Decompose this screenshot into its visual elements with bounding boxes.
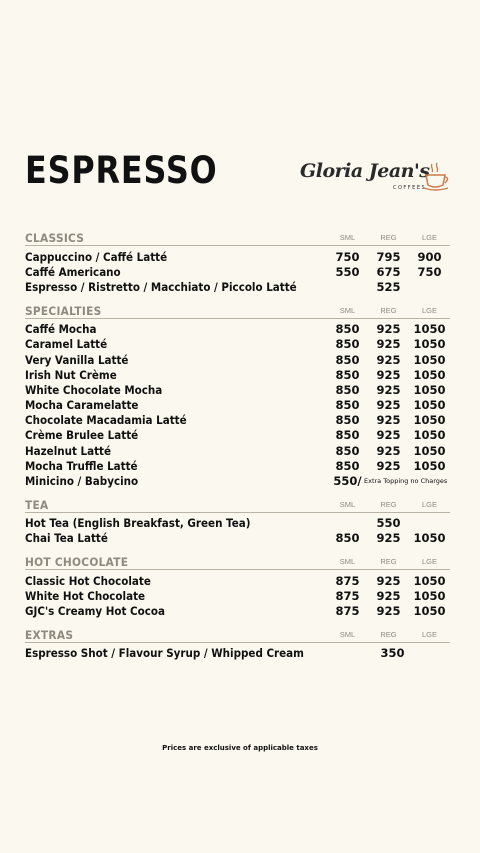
price-sml: 550/ [333, 474, 362, 489]
section-header [25, 497, 450, 513]
price-sml: 750 [335, 249, 360, 264]
menu-item [25, 413, 450, 428]
menu-section-specialties [25, 303, 450, 489]
price-reg: 925 [376, 382, 401, 397]
section-title: EXTRAS [25, 627, 74, 642]
price-lge: 1050 [413, 428, 446, 443]
size-column-header: SML [339, 233, 356, 242]
section-title: TEA [25, 497, 49, 512]
menu-section-classics [25, 230, 450, 295]
price-reg: 925 [376, 443, 401, 458]
price-sml: 850 [335, 398, 360, 413]
menu-item [25, 352, 450, 367]
logo-subtitle: COFFEES [393, 185, 427, 191]
menu-section-hot-chocolate [25, 554, 450, 619]
price-lge: 1050 [413, 382, 446, 397]
size-column-header: LGE [421, 305, 437, 315]
section-gap [25, 619, 450, 627]
item-name: White Chocolate Mocha [25, 382, 163, 397]
menu-item [25, 443, 450, 458]
menu-section-extras [25, 627, 450, 661]
menu-item [25, 646, 450, 661]
price-reg: 925 [376, 367, 401, 382]
price-lge: 1050 [413, 588, 446, 603]
price-reg: 795 [376, 249, 401, 264]
brand-logo [300, 160, 452, 200]
price-sml: 850 [335, 443, 360, 458]
price-reg: 925 [376, 573, 401, 588]
size-column-header: LGE [421, 499, 437, 509]
item-name: Hot Tea (English Breakfast, Green Tea) [25, 516, 251, 531]
menu-item [25, 573, 450, 588]
price-sml: 875 [335, 603, 360, 618]
menu-item [25, 588, 450, 603]
menu-item [25, 428, 450, 443]
price-lge: 900 [417, 249, 442, 264]
price-lge: 1050 [413, 443, 446, 458]
item-name: Very Vanilla Latté [25, 352, 129, 367]
price-sml: 550 [335, 264, 360, 279]
price-reg: 925 [376, 322, 401, 337]
price-lge: 1050 [413, 337, 446, 352]
menu-item [25, 516, 450, 531]
logo-wordmark: Gloria Jean's [300, 160, 430, 182]
size-column-header: REG [380, 499, 397, 509]
size-column-header: REG [380, 305, 397, 315]
item-name: Chocolate Macadamia Latté [25, 413, 187, 428]
menu-list [25, 230, 450, 661]
section-title: SPECIALTIES [25, 303, 102, 318]
size-column-header: REG [380, 629, 397, 639]
menu-item [25, 458, 450, 473]
section-header [25, 230, 450, 246]
price-lge: 1050 [413, 367, 446, 382]
item-name: Espresso / Ristretto / Macchiato / Piccolo Latté [25, 279, 297, 294]
price-sml: 850 [335, 322, 360, 337]
size-column-header: REG [380, 233, 397, 242]
menu-item [25, 279, 450, 294]
menu-item [25, 337, 450, 352]
item-name: Caffé Americano [25, 264, 121, 279]
section-gap [25, 489, 450, 497]
price-reg: 925 [376, 428, 401, 443]
section-title: CLASSICS [25, 231, 85, 245]
price-reg: 925 [376, 413, 401, 428]
item-name: Crème Brulee Latté [25, 428, 139, 443]
item-name: Irish Nut Crème [25, 367, 117, 382]
section-header [25, 303, 450, 319]
size-column-header: LGE [421, 233, 437, 242]
menu-item [25, 249, 450, 264]
item-note: Extra Topping no Charges [364, 477, 448, 486]
price-reg: 550 [376, 516, 401, 531]
price-sml: 875 [335, 588, 360, 603]
item-name: Espresso Shot / Flavour Syrup / Whipped Cream [25, 646, 304, 661]
price-reg: 925 [376, 352, 401, 367]
price-sml: 850 [335, 337, 360, 352]
size-column-header: SML [339, 305, 356, 315]
price-reg: 675 [376, 264, 401, 279]
size-column-header: LGE [421, 629, 437, 639]
item-name: Caffé Mocha [25, 322, 97, 337]
menu-item [25, 531, 450, 546]
section-header [25, 627, 450, 643]
item-name: Classic Hot Chocolate [25, 573, 151, 588]
page-title: ESPRESSO [25, 149, 218, 192]
menu-section-tea [25, 497, 450, 546]
price-lge: 1050 [413, 531, 446, 546]
price-sml: 850 [335, 428, 360, 443]
price-sml: 850 [335, 413, 360, 428]
price-reg: 925 [376, 603, 401, 618]
price-lge: 1050 [413, 413, 446, 428]
price-sml: 875 [335, 573, 360, 588]
price-reg: 925 [376, 398, 401, 413]
menu-item [25, 322, 450, 337]
item-name: GJC's Creamy Hot Cocoa [25, 603, 165, 618]
price-sml: 850 [335, 367, 360, 382]
item-name: Mocha Caramelatte [25, 398, 139, 413]
menu-item [25, 603, 450, 618]
price-sml: 850 [335, 352, 360, 367]
price-reg: 350 [380, 646, 405, 661]
price-reg: 925 [376, 458, 401, 473]
size-column-header: SML [339, 557, 356, 566]
item-name: Hazelnut Latté [25, 443, 112, 458]
menu-item [25, 473, 450, 488]
coffee-cup-icon [423, 162, 451, 192]
item-name: Caramel Latté [25, 337, 108, 352]
price-reg: 525 [376, 279, 401, 294]
size-column-header: SML [339, 629, 356, 639]
section-header [25, 554, 450, 570]
size-column-header: LGE [421, 557, 437, 566]
price-lge: 1050 [413, 458, 446, 473]
price-reg: 925 [376, 337, 401, 352]
price-lge: 1050 [413, 352, 446, 367]
price-lge: 1050 [413, 398, 446, 413]
menu-item [25, 264, 450, 279]
item-name: Cappuccino / Caffé Latté [25, 249, 168, 264]
price-lge: 1050 [413, 322, 446, 337]
item-name: Mocha Truffle Latté [25, 458, 138, 473]
menu-item [25, 382, 450, 397]
price-lge: 750 [417, 264, 442, 279]
price-lge: 1050 [413, 573, 446, 588]
price-sml: 850 [335, 531, 360, 546]
price-sml: 850 [335, 382, 360, 397]
section-gap [25, 546, 450, 554]
price-lge: 1050 [413, 603, 446, 618]
menu-item [25, 367, 450, 382]
menu-item [25, 398, 450, 413]
size-column-header: REG [380, 557, 397, 566]
price-reg: 925 [376, 588, 401, 603]
price-reg: 925 [376, 531, 401, 546]
price-sml: 850 [335, 458, 360, 473]
size-column-header: SML [339, 499, 356, 509]
item-name: Minicino / Babycino [25, 474, 139, 489]
section-gap [25, 295, 450, 303]
item-name: White Hot Chocolate [25, 588, 146, 603]
tax-disclaimer: Prices are exclusive of applicable taxes [162, 744, 318, 752]
item-name: Chai Tea Latté [25, 531, 108, 546]
section-title: HOT CHOCOLATE [25, 555, 129, 569]
